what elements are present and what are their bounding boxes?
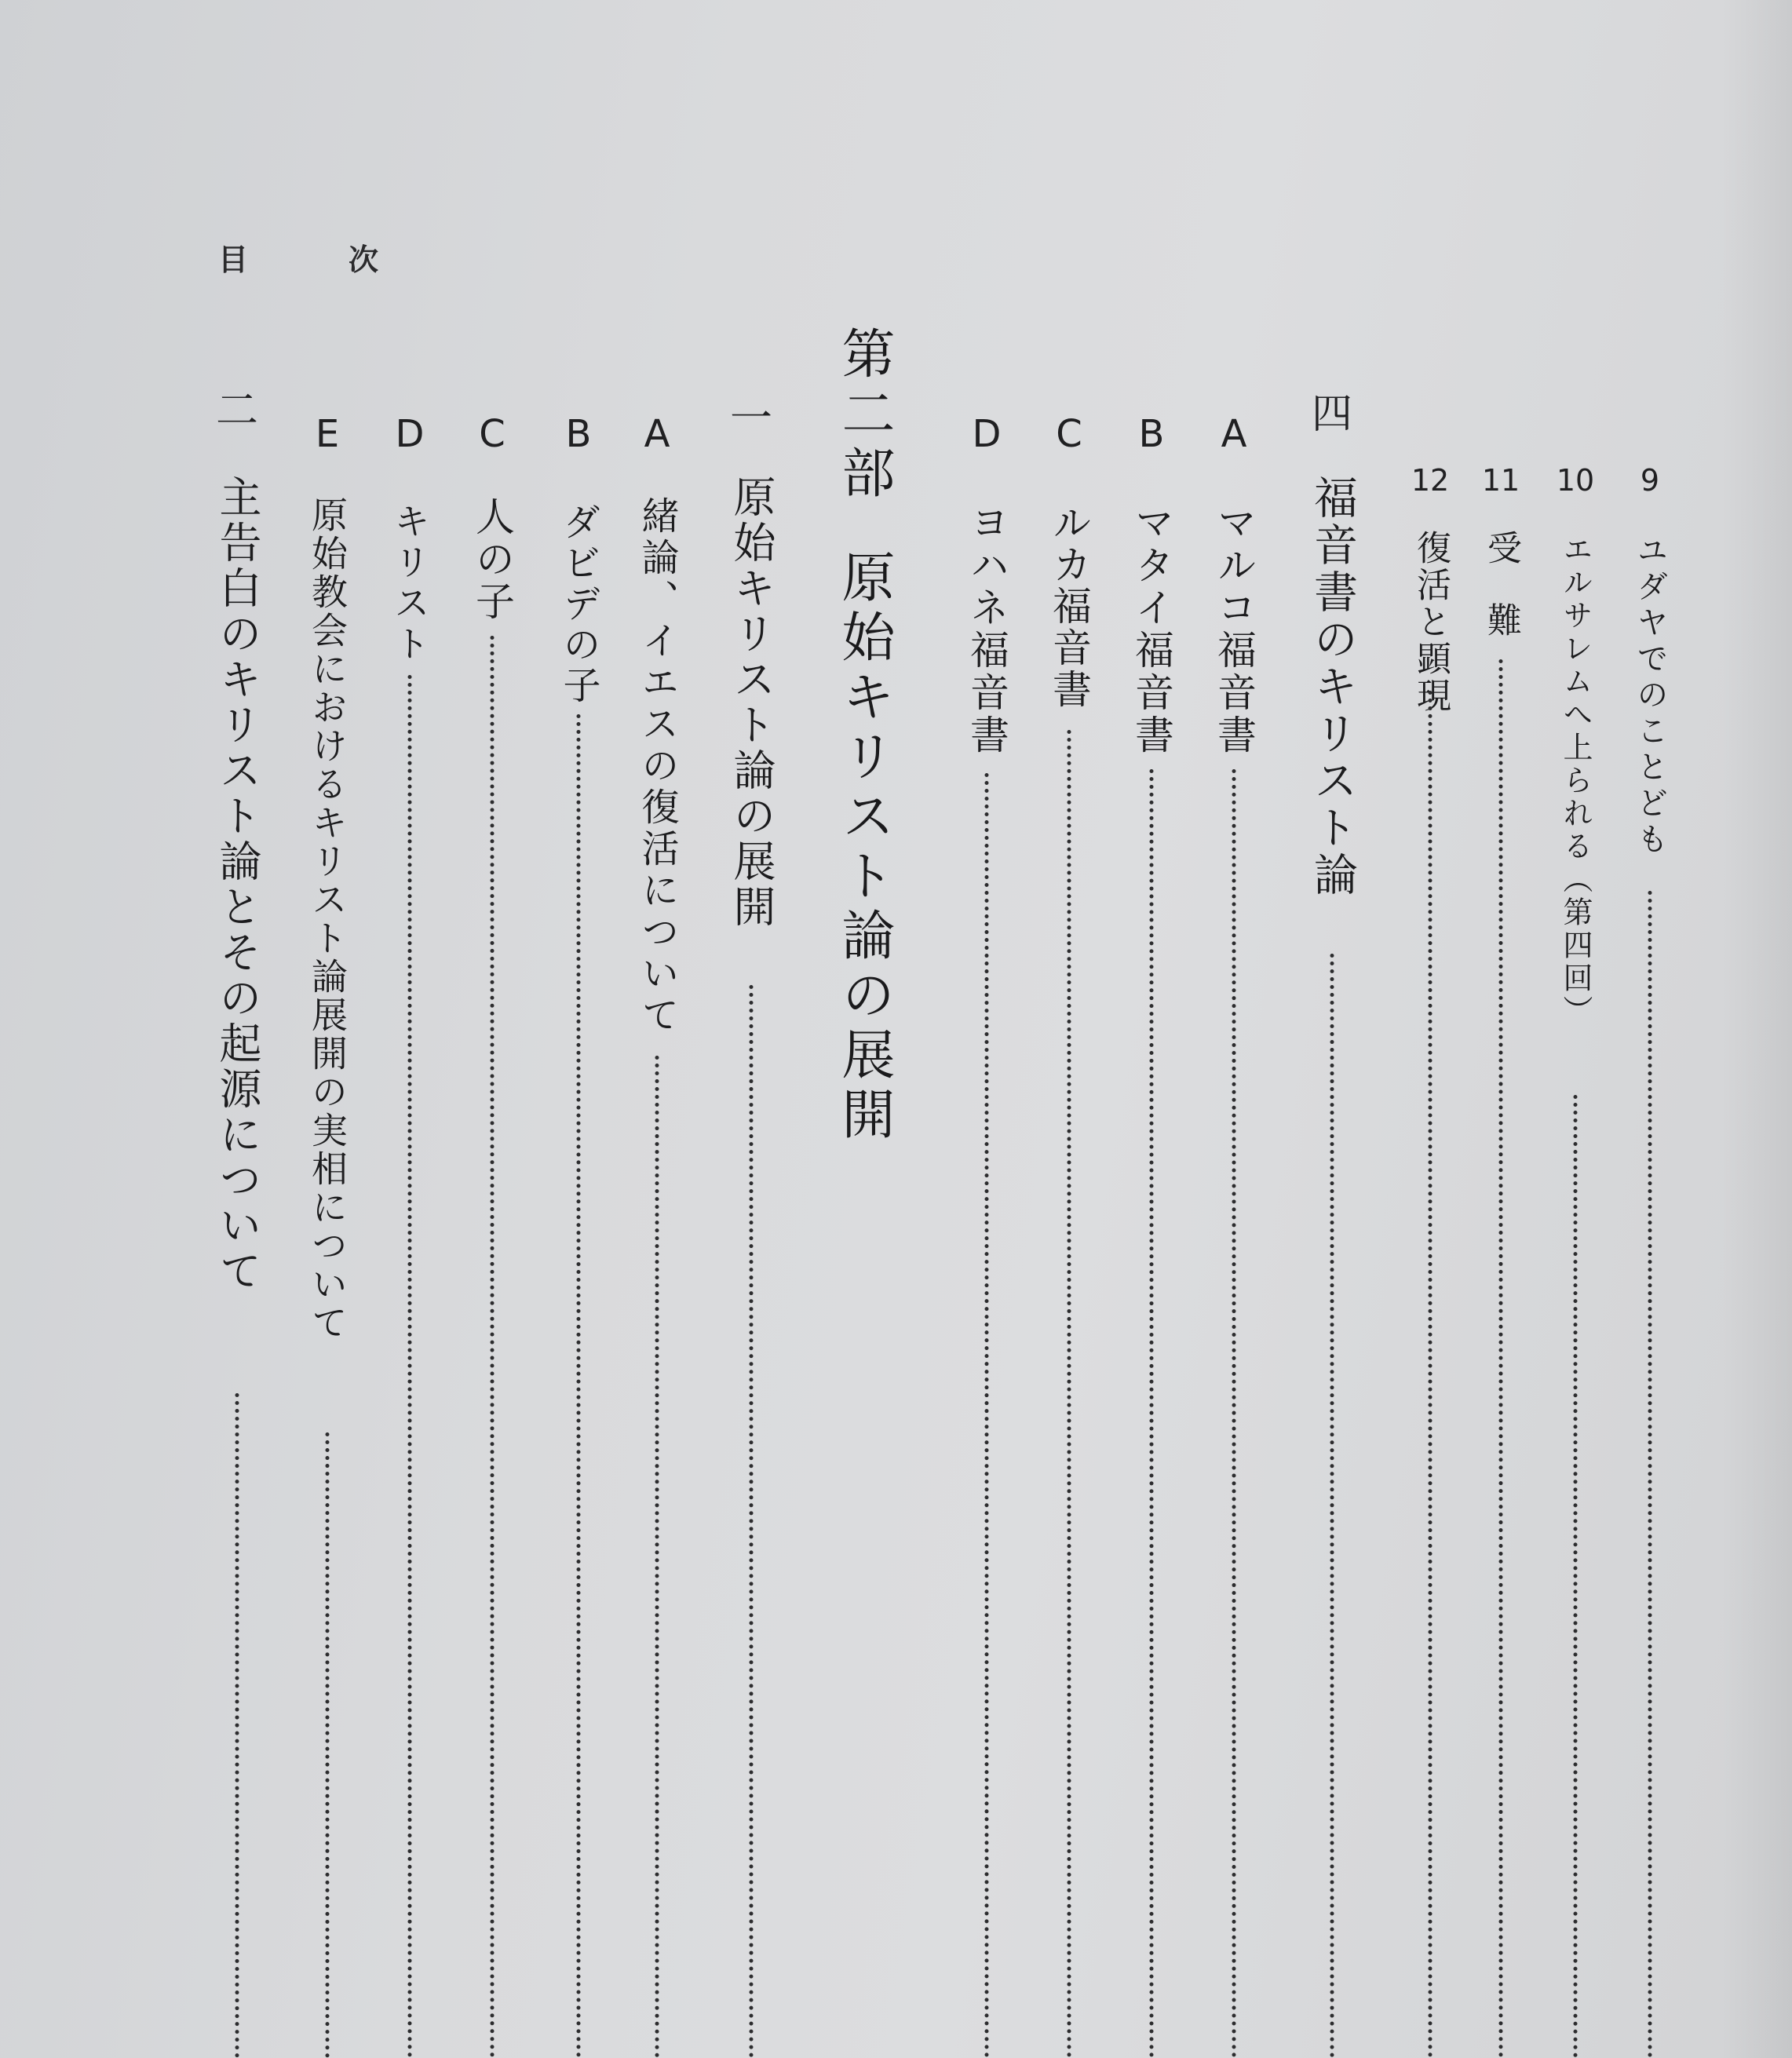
toc-entry-4A[interactable]	[1209, 0, 1259, 2058]
entry-title: 福音書のキリスト論	[1307, 475, 1358, 899]
toc-entry-11[interactable]	[1476, 0, 1526, 2058]
toc-entry-9[interactable]	[1625, 0, 1675, 2058]
page-edge-shadow	[1721, 0, 1792, 2058]
toc-entry-4C[interactable]	[1044, 0, 1094, 2058]
toc-entry-section-two[interactable]	[212, 0, 262, 2058]
dot-leader	[985, 773, 989, 2058]
entry-number: 一	[730, 393, 772, 443]
header-label-moku: 目	[218, 243, 249, 277]
dot-leader	[408, 675, 412, 2058]
entry-number: 9	[1640, 463, 1660, 498]
toc-entry-section-one[interactable]	[726, 0, 776, 2058]
toc-entry-1D[interactable]	[385, 0, 435, 2058]
part-title: 原始キリスト論の展開	[833, 549, 895, 1146]
toc-entry-1C[interactable]	[467, 0, 517, 2058]
dot-leader	[326, 1432, 330, 2058]
entry-number: B	[1138, 412, 1165, 456]
entry-title: 原始キリスト論の展開	[727, 475, 776, 930]
entry-number: 10	[1556, 463, 1595, 498]
entry-title: 緒論、イエスの復活について	[635, 496, 679, 1037]
dot-leader	[235, 1393, 239, 2058]
entry-title: マタイ福音書	[1129, 502, 1174, 757]
entry-number: 二	[216, 385, 258, 435]
entry-title: 復活と顕現	[1411, 530, 1451, 714]
toc-entry-1A[interactable]	[632, 0, 682, 2058]
dot-leader	[1068, 730, 1071, 2058]
dot-leader	[1648, 891, 1652, 2058]
entry-title: 人の子	[469, 496, 515, 623]
entry-title: 主告白のキリスト論とその起源について	[213, 475, 262, 1294]
entry-title: 原始教会におけるキリスト論展開の実相について	[306, 496, 349, 1342]
entry-number: A	[644, 412, 670, 456]
entry-number: 11	[1481, 463, 1520, 498]
entry-title: マルコ福音書	[1211, 502, 1257, 757]
part-label: 第二部	[833, 326, 895, 505]
dot-leader	[1330, 954, 1334, 2058]
entry-number: D	[395, 412, 425, 456]
entry-title: ダビデの子	[557, 502, 600, 706]
toc-entry-section-four[interactable]	[1307, 0, 1357, 2058]
dot-leader	[577, 714, 581, 2058]
entry-number: C	[479, 412, 505, 456]
entry-number: 四	[1311, 391, 1353, 438]
part-heading	[832, 0, 895, 2058]
entry-number: C	[1056, 412, 1082, 456]
entry-number: E	[315, 412, 340, 456]
entry-title: キリスト	[389, 502, 431, 666]
entry-title: ルカ福音書	[1046, 502, 1092, 710]
dot-leader	[1232, 769, 1236, 2058]
entry-title: ヨハネ福音書	[964, 502, 1009, 757]
dot-leader	[1150, 769, 1154, 2058]
entry-number: D	[972, 412, 1002, 456]
entry-number: A	[1221, 412, 1247, 456]
dot-leader	[1574, 1095, 1578, 2058]
entry-number: B	[565, 412, 592, 456]
entry-title: エルサレムへ上られる（第四回）	[1558, 534, 1593, 1028]
toc-entry-12[interactable]	[1405, 0, 1455, 2058]
toc-entry-4B[interactable]	[1126, 0, 1177, 2058]
header-label-ji: 次	[349, 243, 379, 277]
entry-title: ユダヤでのことども	[1632, 534, 1668, 859]
dot-leader	[655, 1056, 659, 2058]
entry-number: 12	[1411, 463, 1450, 498]
dot-leader	[750, 985, 754, 2058]
toc-entry-1B[interactable]	[553, 0, 604, 2058]
toc-entry-1E[interactable]	[302, 0, 352, 2058]
toc-entry-10[interactable]	[1550, 0, 1600, 2058]
dot-leader	[491, 636, 495, 2058]
entry-title: 受 難	[1481, 530, 1521, 638]
toc-entry-4D[interactable]	[962, 0, 1012, 2058]
dot-leader	[1429, 691, 1433, 2058]
dot-leader	[1499, 659, 1503, 2058]
